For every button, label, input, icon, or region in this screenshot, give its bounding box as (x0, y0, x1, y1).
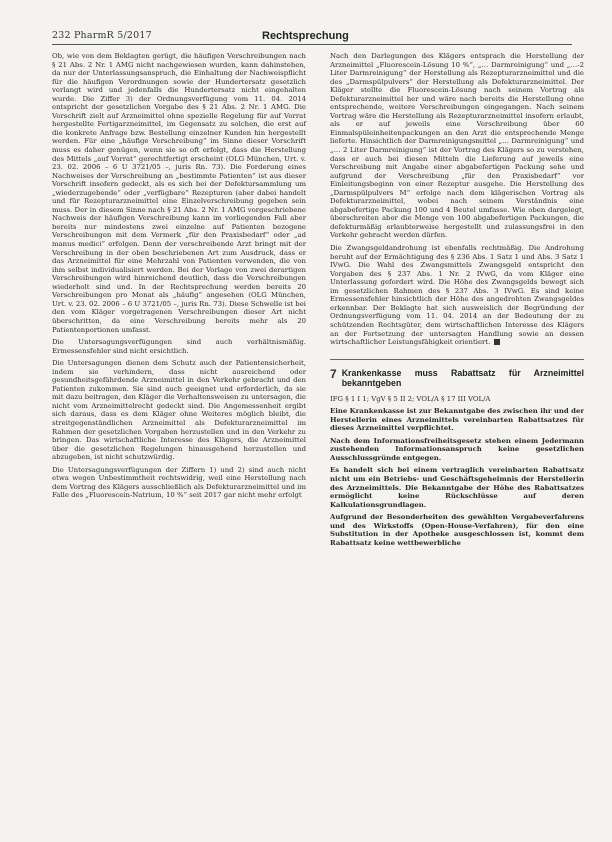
headnote-paragraph: Nach dem Informationsfreiheitsgesetz stehen einem Jedermann zustehenden Informationsanspruch keine gesetzlichen Ausschlussgründe entgegen. (330, 436, 584, 462)
header-rule (52, 44, 572, 45)
body-paragraph (330, 244, 584, 347)
headnote-paragraph: Aufgrund der Besonderheiten des gewählten Vergabeverfahrens und des Wirkstoffs (Open-House-Verfahren), für den eine Substitution in der Apotheke ausgeschlossen ist, kommt dem Rabattsatz keine wettbewerbliche (330, 513, 584, 547)
running-header-section: Rechtsprechung (262, 30, 349, 42)
right-column (330, 52, 584, 551)
legal-references: IFG § 1 I 1; VgV § 5 II 2; VOL/A § 17 III VOL/A (330, 394, 491, 403)
body-paragraph: Die Untersagungen dienen dem Schutz auch der Patientensicherheit, indem sie verhindern, dass nicht ausreichend oder gesundheitsgefährdende Arzneimittel in den Verkehr gebracht und den Patienten zukommen. Sie sind auch geeignet und erforderlich, da sie mit dazu beitragen, den Kläger die Verhaltensweisen zu untersagen, die nicht vom Arzneimittelrecht gedeckt sind. Die Angemessenheit ergibt sich daraus, dass es dem Kläger ohne Weiteres möglich bleibt, die streitgegenständlichen Arzneimittel als Defekturarzneimittel im Rahmen der gesetzlichen Vorgaben herzustellen und in den Verkehr zu bringen. Das wirtschaftliche Interesse des Klägers, die Arzneimittel über die gesetzlichen Regelungen hinausgehend herzustellen und abzugeben, ist nicht schutzwürdig. (52, 359, 306, 462)
running-header-journal: 232 PharmR 5/2017 (52, 30, 152, 41)
left-column (52, 52, 306, 504)
headnote-paragraph: Es handelt sich bei einem vertraglich vereinbarten Rabattsatz nicht um ein Betriebs- und Geschäftsgeheimnis der Herstellerin des Arzneimittels. Die Bekanntgabe der Höhe des Rabattsatzes ermöglicht keine Rückschlüsse auf deren Kalkulationsgrundlagen. (330, 466, 584, 509)
section-number: 7 (330, 366, 337, 381)
body-paragraph: Nach den Darlegungen des Klägers entsprach die Herstellung der Arzneimittel „Fluorescein-Lösung 10 %“, „… Darmreinigung“ und „…-2 Liter Darmreinigung“ der Herstellung als Rezepturarzneimittel und die des „Darmspülpulvers“ der Herstellung als Defekturarzneimittel. Der Kläger stellte die Fluorescein-Lösung nach seinem Vortrag als Defekturarzneimittel her und wäre nach bereits die Herstellung ohne entsprechende, weitere Verschreibungen eingegangen. Nach seinem Vortrag wäre die Herstellung als Rezepturarzneimittel insofern erlaubt, als er auf jeweils eine Verschreibung über 60 Einmalspüleinheitenpackungen an den Arzt die entsprechende Menge lieferte. Hinsichtlich der Darmreinigungsmittel „… Darmreinigung“ und „… 2 Liter Darmreinigung“ ist der Vortrag des Klägers so zu verstehen, dass er auch bei diesen Mitteln die Lieferung auf jeweils eine Verschreibung mit Angabe einer abgabefertigen Packung sehe und aufgrund der Verschreibung „für den Praxisbedarf“ vor Einleitungsbeginn von einer Rezeptur ausgehe. Die Herstellung des „Darmspülpulvers M“ erfolge nach dem klägerischen Vortrag als Defekturarzneimittel, wobei nach seinem Verständnis eine abgabefertige Packung 100 und 4 Beutel umfasse. Wie oben dargelegt, überschreiten aber die Menge von 100 abgabefertigen Packungen, die defekturmäßig erlaubterweise hergestellt und zulassungsfrei in den Verkehr gebracht werden dürfen. (330, 52, 584, 240)
body-paragraph: Die Untersagungsverfügungen der Ziffern 1) und 2) sind auch nicht etwa wegen Unbestimmtheit rechtswidrig, weil eine Herstellung nach dem Vortrag des Klägers ausschließlich als Defekturarzneimittel und im Falle des „Fluorescein-Natrium, 10 %“ seit 2017 gar nicht mehr erfolgt (52, 465, 306, 500)
headnote-paragraph: Eine Krankenkasse ist zur Bekanntgabe des zwischen ihr und der Herstellerin eines Arzneimittels vereinbarten Rabattsatzes für dieses Arzneimittel verpflichtet. (330, 407, 584, 433)
body-paragraph: Die Untersagungsverfügungen sind auch verhältnismäßig. Ermessensfehler sind nicht ersichtlich. (52, 338, 306, 355)
end-of-article-mark (494, 339, 500, 345)
body-text: Die Zwangsgeldandrohung ist ebenfalls rechtmäßig. Die Androhung beruht auf der Ermächtigung des § 236 Abs. 1 Satz 1 und Abs. 3 Satz 1 IVwG. Die Wahl des Zwangsmittels Zwangsgeld entspricht den Vorgaben des § 237 Abs. 1 Nr. 2 IVwG, da vom Kläger eine Unterlassung gefordert wird. Die Höhe des Zwangsgelds bewegt sich im gesetzlichen Rahmen des § 237 Abs. 3 IVwG. Es sind keine Ermessensfehler hinsichtlich der Höhe des angedrohten Zwangsgeldes erkennbar. Der Beklagte hat sich ausweislich der Begründung der Ordnungsverfügung vom 11. 04. 2014 an der Bedeutung der zu schützenden Rechtsgüter, dem wirtschaftlichen Interesse des Klägers an der Fortsetzung der untersagten Handlung sowie an dessen wirtschaftlicher Leistungsfähigkeit orientiert. (330, 244, 584, 347)
section-title: Krankenkasse muss Rabattsatz für Arzneimittel bekanntgeben (341, 367, 584, 389)
body-paragraph: Ob, wie von dem Beklagten gerügt, die häufigen Verschreibungen nach § 21 Abs. 2 Nr. 1 AMG nicht nachgewiesen wurden, kann dahinstehen, da nur der Unterlassungsanspruch, die Einhaltung der Nachweispflicht für die häufigen Verordnungen sowie der Hundertersatz gesetzlich verlangt wird und jedenfalls die Hundertersatz nicht eingehalten wurde. Die Ziffer 3) der Ordnungsverfügung vom 11. 04. 2014 entspricht der gesetzlichen Vorgabe des § 21 Abs. 2 Nr. 1 AMG. Die Vorschrift zielt auf Arzneimittel ohne spezielle Regelung für auf Vorrat hergestellte Fertigarzneimittel, im Gegensatz zu solchen, die erst auf die konkrete Anfrage bzw. Bestellung einzelner Kunden hin hergestellt werden. Für eine „häufige Verschreibung“ im Sinne dieser Vorschrift muss es daher genügen, wenn sie so oft erfolgt, dass die Herstellung des Mittels „auf Vorrat“ gerechtfertigt erscheint (OLG München, Urt. v. 23. 02. 2006 – 6 U 3721/05 –, juris Rn. 73). Die Forderung eines Nachweises der Verschreibung an „bestimmte Patienten“ ist aus dieser Vorschrift insofern gedeckt, als es sich bei der Defektursammlung um „wiederzugebende“ oder „verfügbare“ Rezepturen (aber dabei handelt und für Rezepturarzneimittel eine Einzelverschreibung gegeben sein muss. Der in diesem Sinne nach § 21 Abs. 2 Nr. 1 AMG vorgeschriebene Nachweis der häufigen Verschreibung kann im vorliegenden Fall aber bereits nur mindestens zwei einzelne auf Patienten bezogene Verschreibungen mit dem Vermerk „für den Praxisbedarf“ oder „ad manus medici“ erfolgen. Denn der verschreibende Arzt bringt mit der Verschreibung in der oben beschriebenen Art zum Ausdruck, dass er das Arzneimittel für eine Mehrzahl von Patienten verwenden, die von ihm selbst individualisiert werden. Bei der Vorlage von zwei derartigen Verschreibungen wird hinreichend deutlich, dass die Verschreibungen wiederholt sind und. In der Rechtsprechung werden bereits 20 Verschreibungen pro Monat als „häufig“ angesehen (OLG München, Urt. v. 23. 02. 2006 – 6 U 3721/05 –, juris Rn. 73). Diese Schwelle ist bei den vom Kläger vorgetragenen Verschreibungen dieser Art nicht überschritten, da eine Verschreibung bereits mehr als 20 Patientenportionen umfasst. (52, 52, 306, 334)
section-heading (330, 359, 584, 389)
